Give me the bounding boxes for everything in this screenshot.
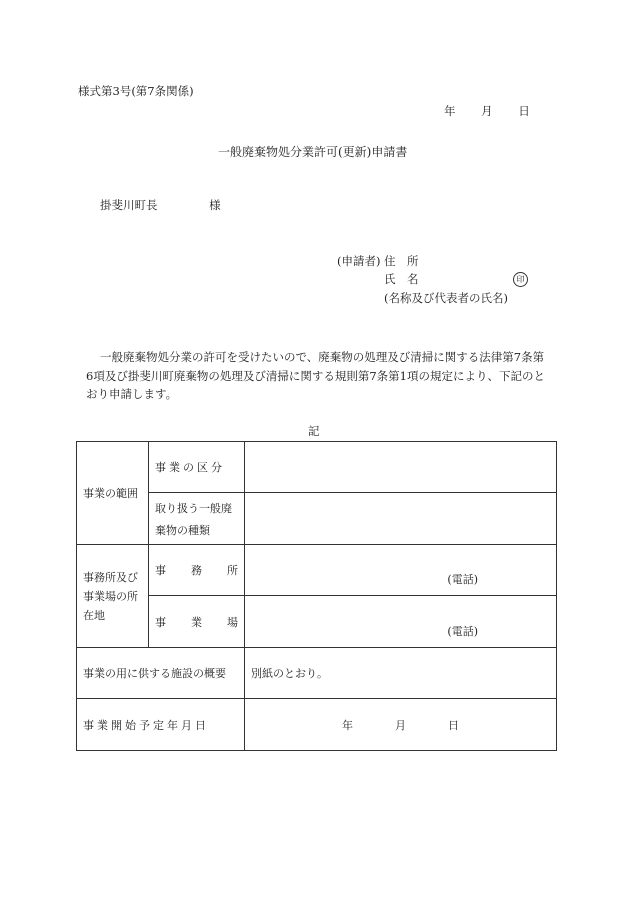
- seal-mark-icon: 印: [513, 272, 528, 287]
- office-phone-label: (電話): [447, 573, 478, 586]
- location-label-line-2: 事業場の所: [83, 590, 138, 603]
- facility-value: 別紙のとおり。: [245, 648, 557, 699]
- site-label: [149, 596, 245, 648]
- start-date-day: 日: [448, 718, 459, 732]
- applicant-name-note: (名称及び代表者の氏名): [384, 291, 508, 305]
- date-day-label: 日: [518, 104, 530, 118]
- form-number: 様式第3号(第7条関係): [78, 84, 194, 98]
- start-date-field[interactable]: [245, 699, 557, 751]
- location-label-line-3: 在地: [83, 609, 105, 622]
- start-date-month: 月: [395, 718, 406, 732]
- office-label: [149, 545, 245, 596]
- table-row: [77, 545, 557, 596]
- table-row: [77, 596, 557, 648]
- addressee-name: 掛斐川町長: [100, 198, 158, 212]
- applicant-address-label: 住 所: [384, 254, 419, 268]
- applicant-name-label: 氏 名: [384, 272, 419, 286]
- waste-type-line-2: 棄物の種類: [155, 523, 210, 537]
- waste-type-line-1: 取り扱う一般廃: [155, 501, 232, 515]
- location-label: [77, 545, 149, 648]
- date-year-label: 年: [444, 104, 456, 118]
- business-category-field[interactable]: [245, 442, 557, 493]
- site-char: 場: [227, 615, 238, 629]
- scope-label: 事業の範囲: [77, 442, 149, 545]
- office-char: 所: [227, 564, 238, 577]
- scope-item-waste-type: [149, 493, 245, 545]
- date-line: [444, 106, 530, 118]
- waste-type-field[interactable]: [245, 493, 557, 545]
- body-line-3: おり申請します。: [86, 387, 178, 401]
- application-table: [76, 441, 557, 751]
- start-date-year: 年: [342, 718, 353, 732]
- body-line-2: 6項及び掛斐川町廃棄物の処理及び清掃に関する規則第7条第1項の規定により、下記のと: [86, 369, 545, 383]
- start-date-label: 事業開始予定年月日: [77, 699, 245, 751]
- scope-item-business-category: 事業の区分: [149, 442, 245, 493]
- date-month-label: 月: [481, 104, 493, 118]
- ki-heading: 記: [308, 424, 320, 438]
- addressee-honorific: 様: [209, 198, 221, 212]
- site-field[interactable]: [245, 596, 557, 648]
- facility-label: 事業の用に供する施設の概要: [77, 648, 245, 699]
- site-phone-label: (電話): [447, 625, 478, 638]
- applicant-tag: (申請者): [337, 254, 381, 268]
- site-char: 事: [155, 615, 166, 629]
- table-row: [77, 648, 557, 699]
- table-row: [77, 699, 557, 751]
- table-row: [77, 493, 557, 545]
- location-label-line-1: 事務所及び: [83, 571, 138, 584]
- office-char: 務: [191, 564, 202, 577]
- addressee: [100, 200, 221, 212]
- body-line-1: 一般廃棄物処分業の許可を受けたいので、廃棄物の処理及び清掃に関する法律第7条第: [100, 350, 545, 364]
- office-char: 事: [155, 564, 166, 577]
- table-row: [77, 442, 557, 493]
- document-title: 一般廃棄物処分業許可(更新)申請書: [218, 145, 408, 159]
- office-field[interactable]: [245, 545, 557, 596]
- site-char: 業: [191, 615, 202, 629]
